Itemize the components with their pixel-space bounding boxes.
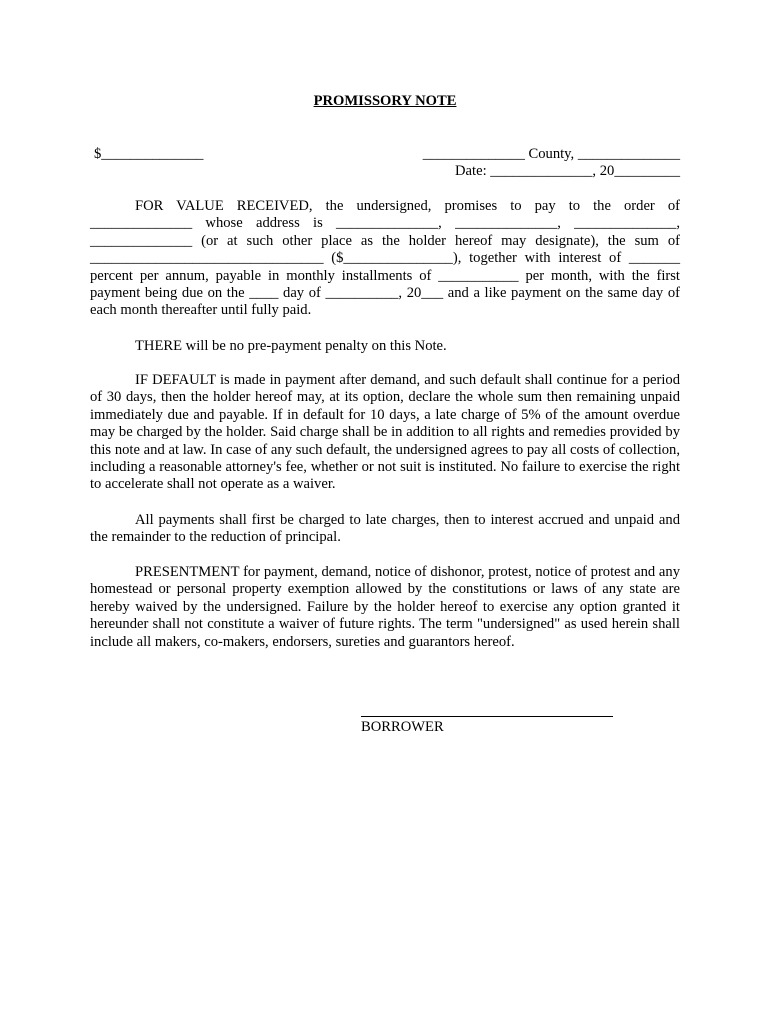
paragraph-text: All payments shall first be charged to late charges, then to interest accrued and unpaid and the remainder to the reduction of principal. [90, 512, 680, 546]
paragraph-text: FOR VALUE RECEIVED, the undersigned, promises to pay to the order of ______________ whose address is ______________, ______________, ______________, ______________ (or at such other place as the holder hereof may designate), the sum of ________________________________ ($_______________), together with interest of _______ percent per annum, payable in monthly installments of ___________ per month, with the first payment being due on the ____ day of __________, 20___ and a like payment on the same day of each month thereafter until fully paid. [90, 198, 680, 319]
paragraph-text: PRESENTMENT for payment, demand, notice of dishonor, protest, notice of protest and any homestead or personal property exemption allowed by the constitutions or laws of any state are hereby waived by the undersigned. Failure by the holder hereof to exercise any option granted it hereunder shall not constitute a waiver of future rights. The term "undersigned" as used herein shall include all makers, co-makers, endorsers, sureties and guarantors hereof. [90, 564, 680, 650]
signature-line [361, 716, 613, 717]
signature-label: BORROWER [361, 719, 444, 735]
paragraph-presentment [90, 564, 680, 651]
county-blank: ______________ County, ______________ [422, 146, 680, 162]
paragraph-value-received [90, 198, 680, 320]
paragraph-prepayment [90, 338, 680, 355]
paragraph-default [90, 372, 680, 494]
amount-blank: $______________ [94, 146, 204, 162]
date-blank: Date: ______________, 20_________ [455, 163, 680, 179]
paragraph-payments [90, 512, 680, 547]
document-title: PROMISSORY NOTE [313, 93, 457, 109]
paragraph-text: THERE will be no pre-payment penalty on this Note. [135, 338, 447, 354]
paragraph-text: IF DEFAULT is made in payment after demand, and such default shall continue for a period of 30 days, then the holder hereof may, at its option, declare the whole sum then remaining unpaid immediately due and payable. If in default for 10 days, a late charge of 5% of the amount overdue may be charged by the holder. Said charge shall be in addition to all rights and remedies provided by this note and at law. In case of any such default, the undersigned agrees to pay all costs of collection, including a reasonable attorney's fee, whether or not suit is instituted. No failure to exercise the right to accelerate shall not operate as a waiver. [90, 372, 680, 493]
